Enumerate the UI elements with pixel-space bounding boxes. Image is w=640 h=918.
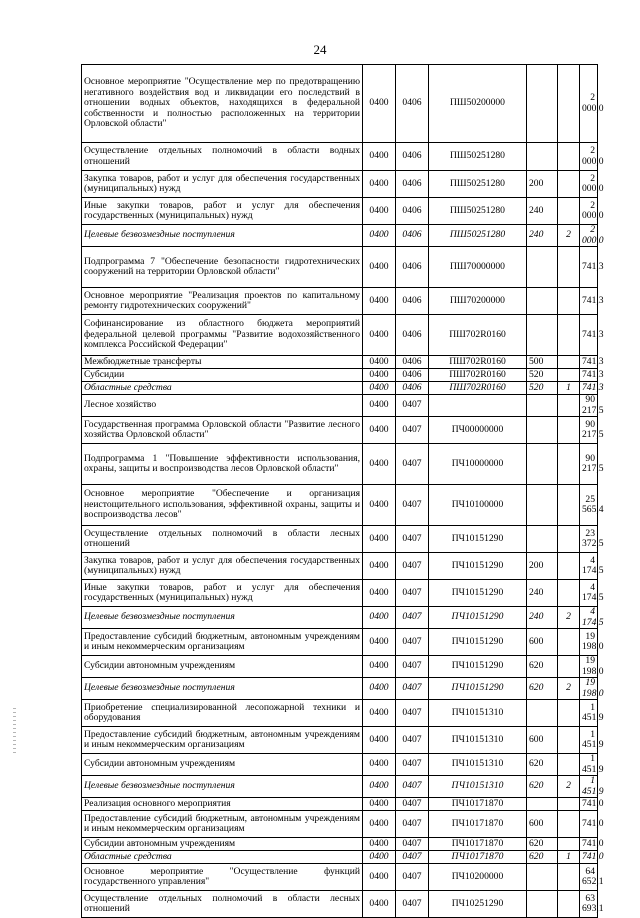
row-expense-type-code: 600 <box>527 811 558 838</box>
row-target-article-code: ПЧ10151290 <box>429 553 527 580</box>
row-description: Субсидии <box>82 369 363 382</box>
row-description: Основное мероприятие "Обеспечение и организация неистощительного использования, эффективной охраны, защиты и воспроизводства лесов" <box>82 485 363 526</box>
row-target-article-code: ПШ702R0160 <box>429 369 527 382</box>
row-expense-type-code <box>527 700 558 727</box>
table-row <box>82 776 598 798</box>
table-row <box>82 247 598 288</box>
row-description: Субсидии автономным учреждениям <box>82 838 363 851</box>
row-expense-type-code <box>527 891 558 918</box>
row-funding-code <box>558 811 580 838</box>
row-target-article-code: ПЧ10171870 <box>429 798 527 811</box>
row-section-code: 0400 <box>363 395 396 417</box>
row-subsection-code: 0406 <box>396 225 429 247</box>
row-subsection-code: 0407 <box>396 526 429 553</box>
row-subsection-code: 0406 <box>396 143 429 171</box>
table-row <box>82 369 598 382</box>
row-amount: 1 451,9 <box>580 754 598 776</box>
table-row <box>82 656 598 678</box>
row-section-code: 0400 <box>363 754 396 776</box>
row-description: Целевые безвозмездные поступления <box>82 678 363 700</box>
row-description: Предоставление субсидий бюджетным, автономным учреждениям и иным некоммерческим организациям <box>82 629 363 656</box>
row-description: Подпрограмма 1 "Повышение эффективности использования, охраны, защиты и воспроизводства лесов Орловской области" <box>82 444 363 485</box>
row-subsection-code: 0407 <box>396 811 429 838</box>
row-target-article-code: ПЧ10171870 <box>429 838 527 851</box>
row-amount: 2 000,0 <box>580 143 598 171</box>
row-section-code: 0400 <box>363 678 396 700</box>
row-section-code: 0400 <box>363 891 396 918</box>
row-expense-type-code: 240 <box>527 580 558 607</box>
table-row <box>82 526 598 553</box>
row-amount: 741,0 <box>580 838 598 851</box>
row-subsection-code: 0406 <box>396 288 429 315</box>
table-row <box>82 356 598 369</box>
row-amount: 741,3 <box>580 369 598 382</box>
row-description: Иные закупки товаров, работ и услуг для обеспечения государственных (муниципальных) нужд <box>82 198 363 225</box>
row-funding-code <box>558 288 580 315</box>
row-target-article-code: ПЧ10151310 <box>429 700 527 727</box>
row-subsection-code: 0407 <box>396 444 429 485</box>
table-row <box>82 382 598 395</box>
row-section-code: 0400 <box>363 417 396 444</box>
row-subsection-code: 0407 <box>396 553 429 580</box>
row-amount: 4 174,5 <box>580 553 598 580</box>
row-expense-type-code <box>527 315 558 356</box>
row-expense-type-code <box>527 288 558 315</box>
row-funding-code <box>558 798 580 811</box>
row-section-code: 0400 <box>363 225 396 247</box>
table-row <box>82 838 598 851</box>
row-expense-type-code: 620 <box>527 678 558 700</box>
row-section-code: 0400 <box>363 315 396 356</box>
row-expense-type-code <box>527 798 558 811</box>
row-funding-code: 1 <box>558 851 580 864</box>
row-amount: 23 372,5 <box>580 526 598 553</box>
row-subsection-code: 0407 <box>396 656 429 678</box>
row-funding-code <box>558 198 580 225</box>
row-expense-type-code: 520 <box>527 382 558 395</box>
row-description: Межбюджетные трансферты <box>82 356 363 369</box>
row-description: Областные средства <box>82 851 363 864</box>
page-number: 24 <box>313 42 327 57</box>
table-row <box>82 171 598 198</box>
row-target-article-code: ПЧ10151290 <box>429 656 527 678</box>
row-expense-type-code: 240 <box>527 607 558 629</box>
row-funding-code <box>558 417 580 444</box>
row-description: Целевые безвозмездные поступления <box>82 225 363 247</box>
row-amount: 741,3 <box>580 315 598 356</box>
row-expense-type-code <box>527 526 558 553</box>
row-description: Софинансирование из областного бюджета мероприятий федеральной целевой программы "Развитие водохозяйственного комплекса Российской Федерации" <box>82 315 363 356</box>
row-expense-type-code <box>527 65 558 143</box>
row-description: Целевые безвозмездные поступления <box>82 776 363 798</box>
row-target-article-code: ПЧ10151290 <box>429 526 527 553</box>
row-section-code: 0400 <box>363 798 396 811</box>
row-expense-type-code: 620 <box>527 838 558 851</box>
row-section-code: 0400 <box>363 143 396 171</box>
row-target-article-code: ПЧ10151290 <box>429 580 527 607</box>
row-section-code: 0400 <box>363 65 396 143</box>
row-target-article-code: ПЧ10151290 <box>429 607 527 629</box>
row-section-code: 0400 <box>363 851 396 864</box>
row-funding-code <box>558 656 580 678</box>
row-amount: 741,3 <box>580 247 598 288</box>
row-subsection-code: 0406 <box>396 356 429 369</box>
row-amount: 741,3 <box>580 382 598 395</box>
row-funding-code <box>558 143 580 171</box>
row-amount: 90 217,5 <box>580 395 598 417</box>
row-funding-code <box>558 700 580 727</box>
row-target-article-code: ПШ50251280 <box>429 171 527 198</box>
row-section-code: 0400 <box>363 247 396 288</box>
row-funding-code <box>558 356 580 369</box>
row-expense-type-code: 600 <box>527 727 558 754</box>
row-target-article-code: ПЧ10171870 <box>429 851 527 864</box>
row-subsection-code: 0407 <box>396 864 429 891</box>
row-amount: 1 451,9 <box>580 727 598 754</box>
row-section-code: 0400 <box>363 288 396 315</box>
row-section-code: 0400 <box>363 811 396 838</box>
row-subsection-code: 0407 <box>396 417 429 444</box>
row-expense-type-code <box>527 864 558 891</box>
row-subsection-code: 0407 <box>396 678 429 700</box>
row-description: Областные средства <box>82 382 363 395</box>
row-amount: 1 451,9 <box>580 776 598 798</box>
row-amount: 2 000,0 <box>580 65 598 143</box>
table-row <box>82 225 598 247</box>
row-description: Предоставление субсидий бюджетным, автономным учреждениям и иным некоммерческим организациям <box>82 727 363 754</box>
row-section-code: 0400 <box>363 838 396 851</box>
row-amount: 64 652,1 <box>580 864 598 891</box>
table-row <box>82 864 598 891</box>
row-target-article-code: ПШ70000000 <box>429 247 527 288</box>
row-section-code: 0400 <box>363 700 396 727</box>
row-description: Иные закупки товаров, работ и услуг для обеспечения государственных (муниципальных) нужд <box>82 580 363 607</box>
row-subsection-code: 0407 <box>396 891 429 918</box>
row-target-article-code: ПЧ10151310 <box>429 776 527 798</box>
table-row <box>82 629 598 656</box>
row-description: Приобретение специализированной лесопожарной техники и оборудования <box>82 700 363 727</box>
row-target-article-code: ПЧ00000000 <box>429 417 527 444</box>
table-row <box>82 288 598 315</box>
row-expense-type-code <box>527 485 558 526</box>
row-amount: 741,3 <box>580 356 598 369</box>
table-row <box>82 485 598 526</box>
row-description: Целевые безвозмездные поступления <box>82 607 363 629</box>
row-amount: 741,3 <box>580 288 598 315</box>
row-amount: 2 000,0 <box>580 198 598 225</box>
row-amount: 19 198,0 <box>580 629 598 656</box>
row-amount: 19 198,0 <box>580 678 598 700</box>
row-funding-code <box>558 171 580 198</box>
row-description: Предоставление субсидий бюджетным, автономным учреждениям и иным некоммерческим организациям <box>82 811 363 838</box>
row-target-article-code: ПШ50251280 <box>429 225 527 247</box>
row-section-code: 0400 <box>363 727 396 754</box>
row-funding-code <box>558 485 580 526</box>
row-funding-code <box>558 369 580 382</box>
row-target-article-code: ПШ702R0160 <box>429 356 527 369</box>
row-section-code: 0400 <box>363 656 396 678</box>
row-target-article-code: ПЧ10251290 <box>429 891 527 918</box>
row-funding-code <box>558 553 580 580</box>
table-row <box>82 891 598 918</box>
row-section-code: 0400 <box>363 444 396 485</box>
row-amount: 741,0 <box>580 811 598 838</box>
row-target-article-code: ПЧ10200000 <box>429 864 527 891</box>
table-row <box>82 553 598 580</box>
row-target-article-code <box>429 395 527 417</box>
row-description: Основное мероприятие "Осуществление мер по предотвращению негативного воздействия вод и ликвидации его последствий в отношении водных объектов, находящихся в федеральной собственности и полностью расположенных на территории Орловской области" <box>82 65 363 143</box>
row-section-code: 0400 <box>363 382 396 395</box>
row-funding-code: 2 <box>558 225 580 247</box>
row-target-article-code: ПЧ10151310 <box>429 754 527 776</box>
row-expense-type-code <box>527 417 558 444</box>
table-row <box>82 727 598 754</box>
row-expense-type-code: 240 <box>527 225 558 247</box>
row-target-article-code: ПШ702R0160 <box>429 382 527 395</box>
row-expense-type-code <box>527 444 558 485</box>
row-funding-code <box>558 838 580 851</box>
row-description: Подпрограмма 7 "Обеспечение безопасности гидротехнических сооружений на территории Орловской области" <box>82 247 363 288</box>
table-row <box>82 678 598 700</box>
row-target-article-code: ПШ50251280 <box>429 198 527 225</box>
row-funding-code <box>558 526 580 553</box>
table-row <box>82 198 598 225</box>
row-description: Реализация основного мероприятия <box>82 798 363 811</box>
row-subsection-code: 0407 <box>396 629 429 656</box>
row-subsection-code: 0407 <box>396 754 429 776</box>
table-row <box>82 143 598 171</box>
budget-table <box>81 64 604 918</box>
row-description: Осуществление отдельных полномочий в области лесных отношений <box>82 526 363 553</box>
row-section-code: 0400 <box>363 198 396 225</box>
table-row <box>82 700 598 727</box>
table-row <box>82 811 598 838</box>
row-description: Государственная программа Орловской области "Развитие лесного хозяйства Орловской области" <box>82 417 363 444</box>
row-description: Субсидии автономным учреждениям <box>82 656 363 678</box>
row-subsection-code: 0406 <box>396 65 429 143</box>
row-section-code: 0400 <box>363 553 396 580</box>
row-expense-type-code: 200 <box>527 553 558 580</box>
row-funding-code: 2 <box>558 607 580 629</box>
row-expense-type-code: 600 <box>527 629 558 656</box>
table-row <box>82 580 598 607</box>
row-subsection-code: 0406 <box>396 382 429 395</box>
row-target-article-code: ПШ702R0160 <box>429 315 527 356</box>
row-subsection-code: 0407 <box>396 395 429 417</box>
row-amount: 90 217,5 <box>580 417 598 444</box>
row-amount: 4 174,5 <box>580 580 598 607</box>
row-subsection-code: 0406 <box>396 315 429 356</box>
row-target-article-code: ПЧ10171870 <box>429 811 527 838</box>
row-expense-type-code: 200 <box>527 171 558 198</box>
row-funding-code <box>558 629 580 656</box>
row-section-code: 0400 <box>363 485 396 526</box>
row-description: Осуществление отдельных полномочий в области лесных отношений <box>82 891 363 918</box>
row-expense-type-code: 620 <box>527 656 558 678</box>
row-amount: 2 000,0 <box>580 225 598 247</box>
row-section-code: 0400 <box>363 776 396 798</box>
row-expense-type-code: 520 <box>527 369 558 382</box>
row-expense-type-code: 620 <box>527 776 558 798</box>
row-section-code: 0400 <box>363 356 396 369</box>
row-section-code: 0400 <box>363 580 396 607</box>
row-subsection-code: 0407 <box>396 727 429 754</box>
row-funding-code <box>558 727 580 754</box>
row-description: Закупка товаров, работ и услуг для обеспечения государственных (муниципальных) нужд <box>82 553 363 580</box>
row-funding-code <box>558 395 580 417</box>
row-funding-code: 1 <box>558 382 580 395</box>
row-amount: 19 198,0 <box>580 656 598 678</box>
row-description: Осуществление отдельных полномочий в области водных отношений <box>82 143 363 171</box>
row-subsection-code: 0406 <box>396 171 429 198</box>
row-funding-code <box>558 444 580 485</box>
row-amount: 741,0 <box>580 851 598 864</box>
row-expense-type-code <box>527 395 558 417</box>
row-subsection-code: 0407 <box>396 580 429 607</box>
row-amount: 25 565,4 <box>580 485 598 526</box>
row-section-code: 0400 <box>363 864 396 891</box>
row-target-article-code: ПЧ10151290 <box>429 629 527 656</box>
row-description: Основное мероприятие "Реализация проектов по капитальному ремонту гидротехнических сооружений" <box>82 288 363 315</box>
row-amount: 4 174,5 <box>580 607 598 629</box>
table-row <box>82 315 598 356</box>
row-description: Лесное хозяйство <box>82 395 363 417</box>
row-target-article-code: ПШ50200000 <box>429 65 527 143</box>
row-subsection-code: 0407 <box>396 851 429 864</box>
row-amount: 63 693,1 <box>580 891 598 918</box>
row-subsection-code: 0406 <box>396 247 429 288</box>
row-target-article-code: ПЧ10000000 <box>429 444 527 485</box>
table-row <box>82 798 598 811</box>
row-amount: 741,0 <box>580 798 598 811</box>
row-section-code: 0400 <box>363 369 396 382</box>
row-amount: 1 451,9 <box>580 700 598 727</box>
row-funding-code <box>558 891 580 918</box>
table-row <box>82 444 598 485</box>
row-subsection-code: 0407 <box>396 798 429 811</box>
row-funding-code <box>558 580 580 607</box>
row-expense-type-code <box>527 247 558 288</box>
row-funding-code <box>558 247 580 288</box>
table-row <box>82 607 598 629</box>
row-subsection-code: 0407 <box>396 485 429 526</box>
row-funding-code: 2 <box>558 776 580 798</box>
row-amount: 2 000,0 <box>580 171 598 198</box>
row-amount: 90 217,5 <box>580 444 598 485</box>
row-description: Закупка товаров, работ и услуг для обеспечения государственных (муниципальных) нужд <box>82 171 363 198</box>
table-row <box>82 851 598 864</box>
row-subsection-code: 0406 <box>396 369 429 382</box>
scan-margin-marks <box>13 708 16 754</box>
row-subsection-code: 0407 <box>396 838 429 851</box>
row-expense-type-code: 620 <box>527 754 558 776</box>
row-target-article-code: ПЧ10151290 <box>429 678 527 700</box>
row-expense-type-code: 620 <box>527 851 558 864</box>
row-subsection-code: 0407 <box>396 700 429 727</box>
budget-table-body <box>82 65 604 918</box>
row-target-article-code: ПШ70200000 <box>429 288 527 315</box>
row-subsection-code: 0407 <box>396 776 429 798</box>
table-row <box>82 417 598 444</box>
row-section-code: 0400 <box>363 171 396 198</box>
table-row <box>82 65 598 143</box>
row-target-article-code: ПЧ10100000 <box>429 485 527 526</box>
row-section-code: 0400 <box>363 607 396 629</box>
row-target-article-code: ПЧ10151310 <box>429 727 527 754</box>
row-section-code: 0400 <box>363 526 396 553</box>
row-funding-code <box>558 315 580 356</box>
row-section-code: 0400 <box>363 629 396 656</box>
table-row <box>82 754 598 776</box>
row-expense-type-code: 500 <box>527 356 558 369</box>
table-row <box>82 395 598 417</box>
row-funding-code <box>558 754 580 776</box>
row-subsection-code: 0406 <box>396 198 429 225</box>
row-subsection-code: 0407 <box>396 607 429 629</box>
row-expense-type-code <box>527 143 558 171</box>
row-funding-code <box>558 65 580 143</box>
row-funding-code: 2 <box>558 678 580 700</box>
row-description: Субсидии автономным учреждениям <box>82 754 363 776</box>
row-expense-type-code: 240 <box>527 198 558 225</box>
row-description: Основное мероприятие "Осуществление функций государственного управления" <box>82 864 363 891</box>
row-funding-code <box>558 864 580 891</box>
row-target-article-code: ПШ50251280 <box>429 143 527 171</box>
